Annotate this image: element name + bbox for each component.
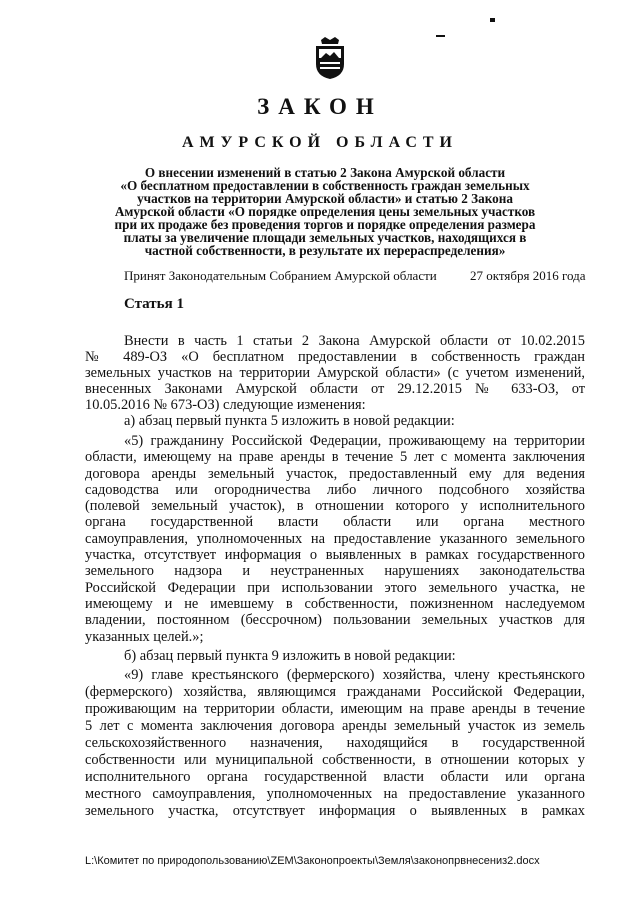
- body-line: Внести в часть 1 статьи 2 Закона Амурской области от 10.02.2015: [124, 333, 585, 349]
- body-line: внесенных Законами Амурской области от 29.12.2015 № 633-ОЗ, от: [85, 381, 585, 397]
- body-line: самоуправления, уполномоченных на предоставление указанного земельного: [85, 531, 585, 547]
- body-line: а) абзац первый пункта 5 изложить в новой редакции:: [124, 413, 455, 429]
- law-subject: [105, 166, 545, 257]
- subject-line: частной собственности, в результате их перераспределения»: [144, 243, 506, 258]
- body-line: проживающим на территории области, имеющим на праве аренды в течение: [85, 701, 585, 717]
- body-line: (полевой земельный участок), в отношении которого у исполнительного: [85, 498, 585, 514]
- scan-mark: [490, 18, 495, 22]
- body-line: области, имеющему на праве аренды в течение 5 лет с момента заключения: [85, 449, 585, 465]
- body-line: исполнительного органа государственной власти области или органа: [85, 769, 585, 785]
- body-line: земельного надзора и неустраненных нарушениях законодательства: [85, 563, 585, 579]
- law-title: ЗАКОН: [257, 94, 383, 119]
- file-path-footer: L:\Комитет по природопользованию\ZEM\Законопроекты\Земля\законопрвнесениз2.docx: [85, 855, 540, 867]
- body-line: сельскохозяйственного назначения, находящийся в государственной: [85, 735, 585, 751]
- subject-line: платы за увеличение площади земельных участков, находящихся в: [123, 230, 527, 245]
- body-line: 10.05.2016 № 673-ОЗ) следующие изменения:: [85, 397, 366, 413]
- adopted-date: 27 октября 2016 года: [470, 268, 586, 283]
- body-line: указанных целей.»;: [85, 629, 204, 645]
- body-line: 5 лет с момента заключения договора аренды земельный участок из земель: [85, 718, 585, 734]
- body-line: собственности или муниципальной собственности, в отношении которых у: [85, 752, 585, 768]
- subject-line: «О бесплатном предоставлении в собственность граждан земельных: [120, 178, 530, 193]
- article-heading: Статья 1: [124, 296, 184, 312]
- subject-line: при их продаже без проведения торгов и порядке определения размера: [114, 217, 536, 232]
- body-line: садоводства или огородничества либо личного подсобного хозяйства: [85, 482, 585, 498]
- subject-line: О внесении изменений в статью 2 Закона Амурской области: [144, 165, 506, 180]
- body-line: имеющему и не имевшему в собственности, пожизненном наследуемом: [85, 596, 585, 612]
- body-line: «5) гражданину Российской Федерации, проживающему на территории: [124, 433, 585, 449]
- body-line: б) абзац первый пункта 9 изложить в новой редакции:: [124, 648, 456, 664]
- body-line: участка, отсутствует информация о выявленных в рамках государственного: [85, 547, 585, 563]
- body-line: владении, постоянном (бессрочном) пользовании земельных участков для: [85, 612, 585, 628]
- body-line: «9) главе крестьянского (фермерского) хозяйства, члену крестьянского: [124, 667, 585, 683]
- body-line: (фермерского) хозяйства, являющимся гражданами Российской Федерации,: [85, 684, 585, 700]
- coat-of-arms-icon: [313, 36, 347, 80]
- body-line: Российской Федерации при использовании этого земельного участка, не: [85, 580, 585, 596]
- body-line: органа государственной власти области или органа местного: [85, 514, 585, 530]
- body-line: земельного участка, отсутствует информация о выявленных в рамках: [85, 803, 585, 819]
- subject-line: Амурской области «О порядке определения цены земельных участков: [114, 204, 536, 219]
- region-title: АМУРСКОЙ ОБЛАСТИ: [182, 134, 458, 151]
- subject-line: участков на территории Амурской области» и статью 2 Закона: [137, 191, 513, 206]
- body-line: местного самоуправления, уполномоченных на предоставление указанного: [85, 786, 585, 802]
- body-line: земельных участков на территории Амурской области» (с учетом изменений,: [85, 365, 585, 381]
- body-line: договора аренды земельный участок, предоставленный ему для ведения: [85, 466, 585, 482]
- body-line: № 489-ОЗ «О бесплатном предоставлении в собственность граждан: [85, 349, 585, 365]
- adopted-by: Принят Законодательным Собранием Амурской области: [124, 268, 437, 283]
- scan-mark: [436, 35, 445, 37]
